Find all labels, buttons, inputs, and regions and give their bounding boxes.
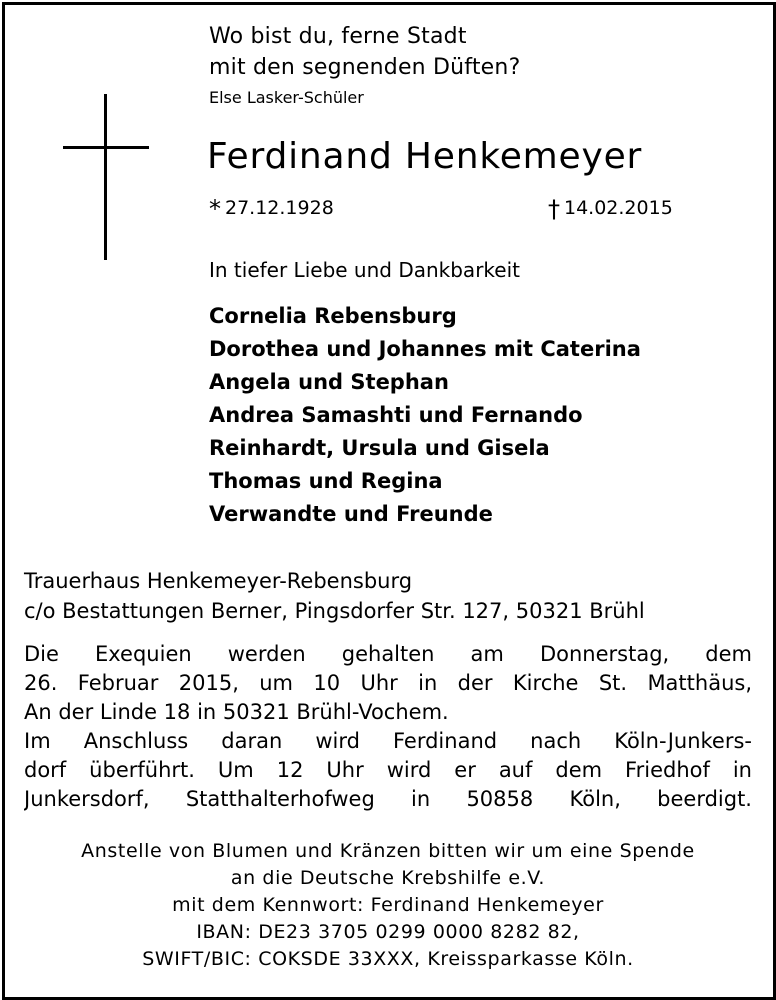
donation-line: SWIFT/BIC: COKSDE 33XXX, Kreissparkasse Köln.: [142, 948, 634, 970]
funeral-details: [24, 640, 752, 814]
quote-line-1: Wo bist du, ferne Stadt: [209, 24, 467, 49]
mourner-item: Verwandte und Freunde: [209, 502, 493, 526]
details-line: dorf überführt. Um 12 Uhr wird er auf dem Friedhof in: [24, 758, 752, 782]
mourner-item: Reinhardt, Ursula und Gisela: [209, 436, 550, 460]
details-line: Junkersdorf, Statthalterhofweg in 50858 Köln, beerdigt.: [24, 787, 752, 811]
death-date: 14.02.2015: [564, 197, 673, 219]
details-line: 26. Februar 2015, um 10 Uhr in der Kirche St. Matthäus,: [24, 671, 752, 695]
donation-line: Anstelle von Blumen und Kränzen bitten wir um eine Spende: [81, 840, 695, 862]
thanks-line: In tiefer Liebe und Dankbarkeit: [209, 258, 520, 282]
mourner-item: Angela und Stephan: [209, 370, 449, 394]
donation-line: an die Deutsche Krebshilfe e.V.: [230, 867, 546, 889]
house-line-1: Trauerhaus Henkemeyer-Rebensburg: [24, 569, 413, 593]
mourner-item: Thomas und Regina: [209, 469, 443, 493]
details-line: Im Anschluss daran wird Ferdinand nach Köln-Junkers-: [24, 729, 752, 753]
details-line: An der Linde 18 in 50321 Brühl-Vochem.: [24, 700, 449, 724]
mourner-item: Cornelia Rebensburg: [209, 304, 457, 328]
deceased-name: Ferdinand Henkemeyer: [207, 136, 643, 177]
birth-date-line: [209, 195, 334, 223]
death-date-line: [548, 195, 673, 223]
donation-request: [0, 838, 776, 973]
mourning-house: [24, 566, 645, 626]
birth-date: 27.12.1928: [225, 197, 334, 219]
birth-star-icon: *: [209, 195, 221, 223]
quote-author: Else Lasker-Schüler: [209, 88, 364, 107]
mourner-item: Andrea Samashti und Fernando: [209, 403, 583, 427]
donation-line: IBAN: DE23 3705 0299 0000 8282 82,: [196, 921, 580, 943]
death-dagger-icon: †: [548, 195, 560, 223]
quote-line-2: mit den segnenden Düften?: [209, 55, 521, 80]
mourner-item: Dorothea und Johannes mit Caterina: [209, 337, 641, 361]
mourners-list: [209, 300, 641, 531]
details-line: Die Exequien werden gehalten am Donnerstag, dem: [24, 642, 752, 666]
donation-line: mit dem Kennwort: Ferdinand Henkemeyer: [172, 894, 604, 916]
house-line-2: c/o Bestattungen Berner, Pingsdorfer Str. 127, 50321 Brühl: [24, 599, 645, 623]
